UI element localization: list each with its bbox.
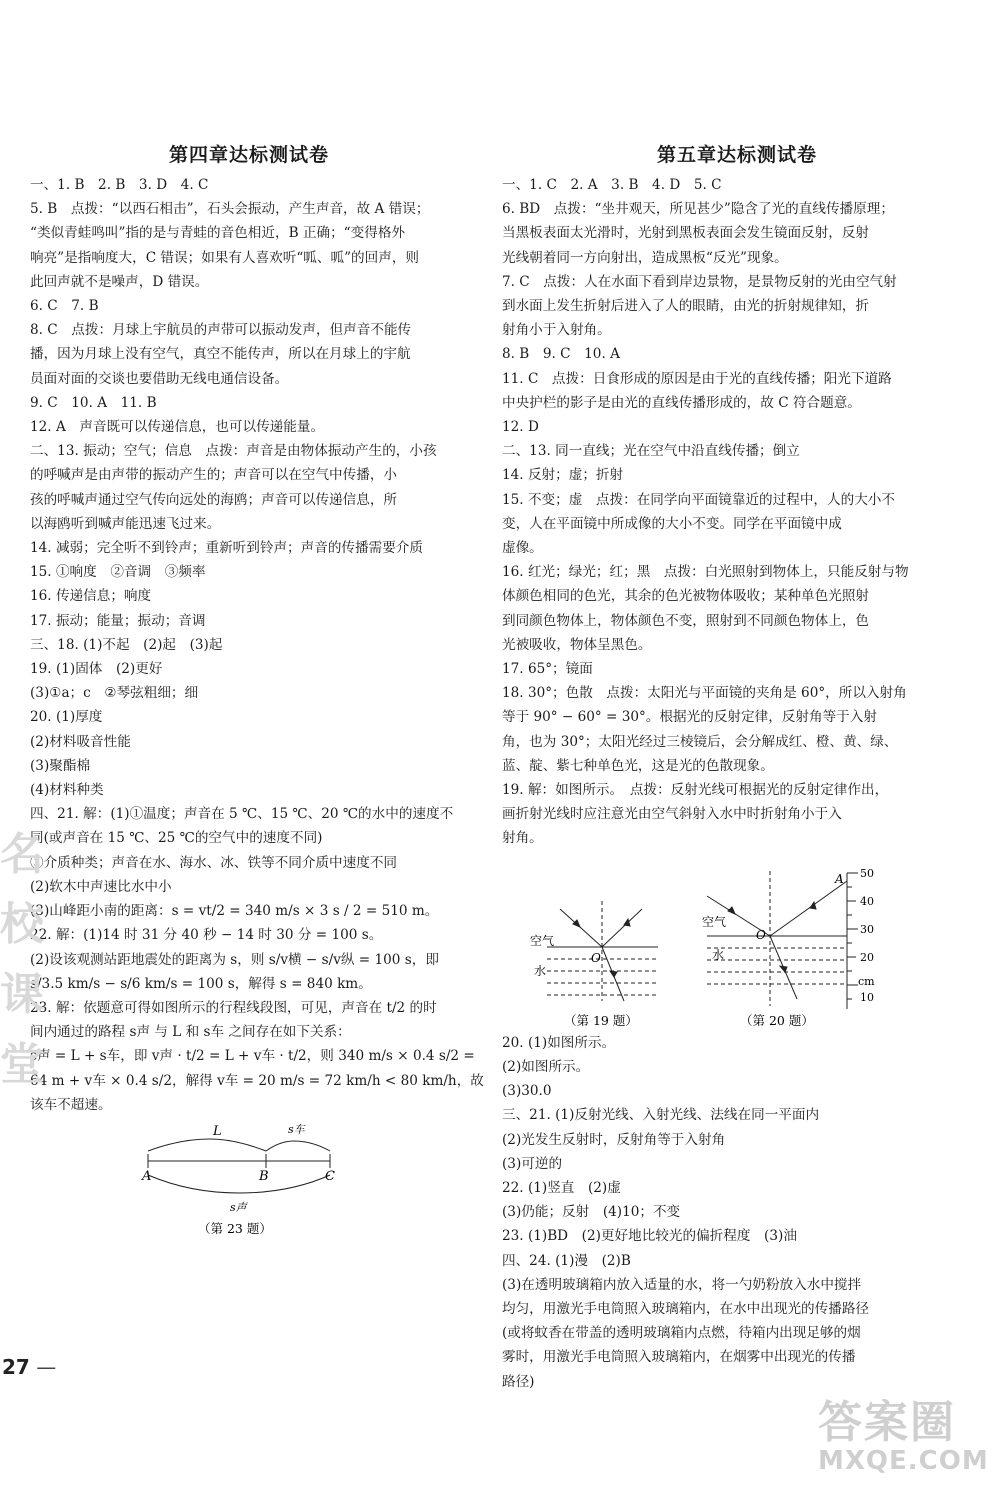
chapter4-title: 第四章达标测试卷	[168, 144, 329, 166]
answer-line: 20. (1)厚度	[30, 709, 103, 726]
answer-line: 三、21. (1)反射光线、入射光线、法线在同一平面内	[502, 1107, 820, 1124]
answer-line: 虚像。	[502, 540, 543, 557]
watermark	[818, 1397, 989, 1476]
answer-line: (2)如图所示。	[502, 1058, 590, 1075]
fig23-label-B: B	[259, 1168, 269, 1184]
answer-line: 均匀，用激光手电筒照入玻璃箱内，在水中出现光的传播路径	[502, 1300, 870, 1317]
answer-line: (或将蚊香在带盖的透明玻璃箱内点燃，待箱内出现足够的烟	[502, 1325, 861, 1342]
fig19-o-label: O	[591, 950, 601, 965]
answer-line: s/3.5 km/s − s/6 km/s = 100 s，解得 s = 840 km。	[30, 975, 372, 992]
answer-line: ②介质种类；声音在水、海水、冰、铁等不同介质中速度不同	[30, 854, 398, 871]
fig19-air-label: 空气	[530, 933, 555, 948]
watermark-url: MXQE.COM	[818, 1446, 989, 1476]
answer-line: 7. C 点拨：人在水面下看到岸边景物，是景物反射的光由空气射	[502, 273, 897, 290]
fig20-tick-30: 30	[860, 922, 874, 936]
fig23-label-A: A	[142, 1168, 152, 1184]
answer-line: 播，因为月球上没有空气，真空不能传声，所以在月球上的宇航	[30, 346, 411, 363]
answer-line: 该车不超速。	[30, 1096, 112, 1113]
chapter5-answers-part2	[502, 1031, 972, 1394]
answer-line: 以海鸥听到喊声能迅速飞过来。	[30, 515, 221, 532]
fig20-water-label: 水	[712, 947, 725, 962]
answer-line: 二、13. 振动；空气；信息 点拨：声音是由物体振动产生的，小孩	[30, 443, 437, 460]
fig19-caption: （第 19 题）	[564, 1012, 638, 1028]
answer-line: 12. A 声音既可以传递信息，也可以传递能量。	[30, 419, 325, 436]
fig20-air-label: 空气	[702, 914, 727, 929]
answer-line: 二、13. 同一直线；光在空气中沿直线传播；倒立	[502, 443, 800, 460]
answer-line: 8. B 9. C 10. A	[502, 346, 620, 363]
chapter4-answers	[30, 173, 484, 1117]
answer-line: (3)①a；c ②琴弦粗细；细	[30, 685, 199, 702]
answer-line: 变，人在平面镜中所成像的大小不变。同学在平面镜中成	[502, 515, 842, 532]
answer-line: 到水面上发生折射后进入了人的眼睛，由光的折射规律知，折	[502, 298, 870, 315]
fig20-o-label: O	[756, 927, 766, 942]
answer-line: 20. (1)如图所示。	[502, 1034, 616, 1051]
answer-line: 到同颜色物体上，物体颜色不变，照射到不同颜色物体上，色	[502, 612, 870, 629]
answer-line: 23. 解：依题意可得如图所示的行程线段图，可见，声音在 t/2 的时	[30, 999, 437, 1016]
answer-line: 19. 解：如图所示。 点拨：反射光线可根据光的反射定律作出，	[502, 782, 889, 799]
fig20-tick-40: 40	[860, 894, 874, 908]
answer-line: 12. D	[502, 419, 539, 436]
answer-line: 23. (1)BD (2)更好地比较光的偏折程度 (3)油	[502, 1228, 797, 1245]
fig19-diagram	[547, 901, 658, 1001]
answer-line: 员面对面的交谈也要借助无线电通信设备。	[30, 370, 289, 387]
watermark-logo: 答案圈	[818, 1397, 956, 1448]
fig20-caption: （第 20 题）	[740, 1012, 814, 1028]
answer-line: 17. 振动；能量；振动；音调	[30, 612, 206, 629]
answer-line: 11. C 点拨：日食形成的原因是由于光的直线传播；阳光下道路	[502, 370, 892, 387]
answer-line: 光线朝着同一方向射出，造成黑板“反光”现象。	[502, 249, 788, 266]
fig23-label-ssound: s声	[230, 1200, 247, 1214]
answer-line: 光被吸收，物体呈黑色。	[502, 636, 652, 653]
fig20-a-label: A	[835, 871, 844, 886]
answer-line: (4)材料种类	[30, 782, 104, 799]
fig23-caption: （第 23 题）	[198, 1220, 272, 1236]
page-number: 27 —	[2, 1355, 57, 1379]
answer-line: 的呼喊声是由声带的振动产生的；声音可以在空气中传播，小	[30, 467, 398, 484]
answer-line: 8. C 点拨：月球上宇航员的声带可以振动发声，但声音不能传	[30, 322, 412, 339]
answer-line: (3)在透明玻璃箱内放入适量的水，将一勺奶粉放入水中搅拌	[502, 1276, 862, 1293]
answer-line: (3)可逆的	[502, 1155, 563, 1172]
answer-line: (3)仍能；反射 (4)10；不变	[502, 1204, 681, 1221]
answer-line: 6. BD 点拨：“坐井观天，所见甚少”隐含了光的直线传播原理；	[502, 201, 894, 218]
answer-line: 22. 解：(1)14 时 31 分 40 秒 − 14 时 30 分 = 100 s。	[30, 927, 383, 944]
answer-line: 中央护栏的影子是由光的直线传播形成的，故 C 符合题意。	[502, 394, 861, 411]
side-watermark: 名校课堂	[0, 829, 44, 1090]
answer-line: (2)材料吸音性能	[30, 733, 131, 750]
answer-line: 6. C 7. B	[30, 298, 99, 315]
fig19-fig20-diagrams	[502, 851, 972, 1031]
answer-line: 间内通过的路程 s声 与 L 和 s车 之间存在如下关系：	[30, 1024, 351, 1041]
answer-line: 蓝、靛、紫七种单色光，这是光的色散现象。	[502, 757, 774, 774]
answer-line: 64 m + v车 × 0.4 s/2，解得 v车 = 20 m/s = 72 km/h < 80 km/h，故	[30, 1072, 484, 1089]
answer-line: 响亮”是指响度大，C 错误；如果有人喜欢听“呱、呱”的回声，则	[30, 249, 420, 266]
answer-line: 22. (1)竖直 (2)虚	[502, 1179, 621, 1196]
answer-line: 此回声就不是噪声，D 错误。	[30, 273, 209, 290]
answer-line: 17. 65°；镜面	[502, 661, 593, 678]
answer-line: 18. 30°；色散 点拨：太阳光与平面镜的夹角是 60°，所以入射角	[502, 685, 907, 702]
answer-line: 14. 反射；虚；折射	[502, 467, 624, 484]
answer-line: 19. (1)固体 (2)更好	[30, 661, 163, 678]
answer-line: 射角。	[502, 830, 543, 847]
answer-line: 当黑板表面太光滑时，光射到黑板表面会发生镜面反射，反射	[502, 225, 870, 242]
fig23-label-C: C	[325, 1168, 335, 1184]
answer-line: 9. C 10. A 11. B	[30, 394, 157, 411]
fig19-water-label: 水	[534, 963, 547, 978]
answer-line: 四、21. 解：(1)①温度；声音在 5 ℃、15 ℃、20 ℃的水中的速度不	[30, 806, 454, 823]
answer-line: 15. ①响度 ②音调 ③频率	[30, 564, 206, 581]
answer-line: 等于 90° − 60° = 30°。根据光的反射定律，反射角等于入射	[502, 709, 877, 726]
answer-line: 雾时，用激光手电筒照入玻璃箱内，在烟雾中出现光的传播	[502, 1349, 856, 1366]
answer-line: (3)30.0	[502, 1083, 552, 1100]
answer-line: 孩的呼喊声通过空气传向远处的海鸥；声音可以传递信息，所	[30, 491, 398, 508]
answer-line: s声 = L + s车，即 v声 · t/2 = L + v车 · t/2，则 340 m/s × 0.4 s/2 =	[30, 1048, 475, 1065]
answer-line: 一、1. C 2. A 3. B 4. D 5. C	[502, 177, 722, 193]
fig23-label-scar: s车	[288, 1122, 305, 1136]
answer-line: 16. 红光；绿光；红；黑 点拨：白光照射到物体上，只能反射与物	[502, 564, 909, 581]
answer-line: 一、1. B 2. B 3. D 4. C	[30, 177, 209, 193]
fig23-diagram	[30, 1117, 468, 1237]
fig20-unit: cm	[858, 974, 875, 988]
answer-line: 射角小于入射角。	[502, 322, 611, 339]
answer-line: (2)光发生反射时，反射角等于入射角	[502, 1131, 726, 1148]
answer-line: 16. 传递信息；响度	[30, 588, 152, 605]
answer-line: 同(或声音在 15 ℃、25 ℃的空气中的速度不同)	[30, 830, 323, 847]
fig20-tick-10: 10	[860, 990, 874, 1004]
fig20-tick-20: 20	[860, 950, 874, 964]
answer-line: (3)山峰距小南的距离：s = vt/2 = 340 m/s × 3 s / 2 = 510 m。	[30, 903, 439, 920]
answer-line: 角，也为 30°；太阳光经过三棱镜后，会分解成红、橙、黄、绿、	[502, 733, 898, 750]
right-column	[502, 140, 972, 1394]
chapter5-answers-part1	[502, 173, 972, 851]
fig20-diagram	[707, 871, 858, 1009]
answer-line: “类似青蛙鸣叫”指的是与青蛙的音色相近，B 正确；“变得格外	[30, 225, 406, 242]
answer-line: (2)软木中声速比水中小	[30, 878, 172, 895]
answer-line: 四、24. (1)漫 (2)B	[502, 1252, 631, 1269]
answer-line: (3)聚酯棉	[30, 757, 91, 774]
fig23-label-L: L	[213, 1123, 222, 1139]
answer-line: 路径)	[502, 1373, 535, 1390]
answer-line: (2)设该观测站距地震处的距离为 s，则 s/v横 − s/v纵 = 100 s，即	[30, 951, 439, 968]
answer-line: 画折射光线时应注意光由空气斜射入水中时折射角小于入	[502, 806, 842, 823]
page-number-text: 27	[2, 1355, 30, 1379]
left-column	[30, 140, 484, 1237]
answer-line: 三、18. (1)不起 (2)起 (3)起	[30, 636, 223, 653]
answer-line: 15. 不变；虚 点拨：在同学向平面镜靠近的过程中，人的大小不	[502, 491, 895, 508]
fig20-tick-50: 50	[860, 866, 874, 880]
chapter5-title: 第五章达标测试卷	[656, 144, 817, 166]
answer-line: 5. B 点拨：“以西石相击”，石头会振动，产生声音，故 A 错误；	[30, 201, 430, 218]
answer-line: 体颜色相同的色光，其余的色光被物体吸收；某种单色光照射	[502, 588, 870, 605]
answer-line: 14. 减弱；完全听不到铃声；重新听到铃声；声音的传播需要介质	[30, 540, 423, 557]
